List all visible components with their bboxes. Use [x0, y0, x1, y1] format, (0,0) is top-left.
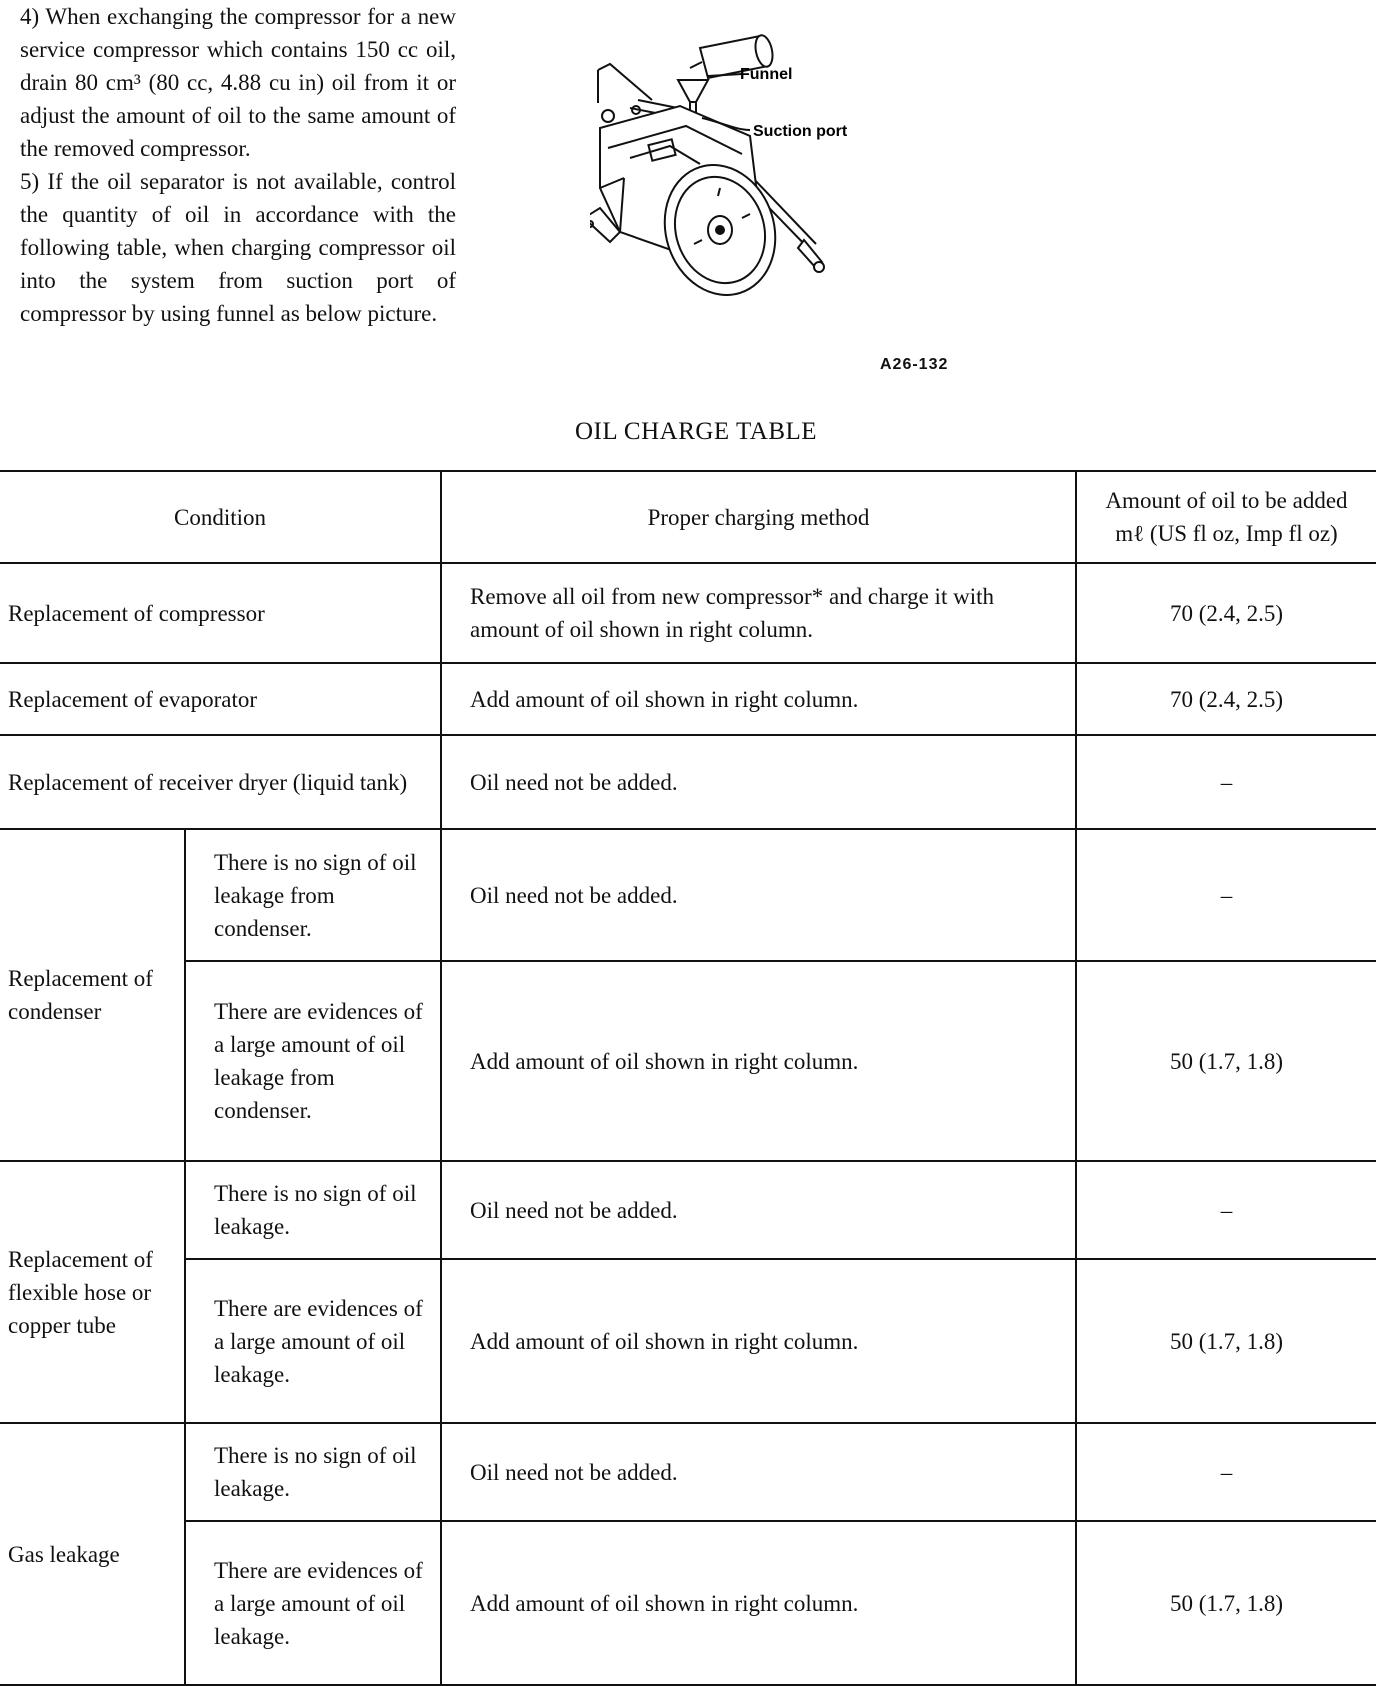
figure-id: A26-132 — [880, 356, 949, 373]
suction-port-label: Suction port — [753, 123, 848, 140]
condition-cell: Gas leakage — [0, 1423, 185, 1685]
method-cell: Remove all oil from new compressor* and charge it with amount of oil shown in right column. — [441, 563, 1076, 663]
amount-cell: – — [1076, 1161, 1376, 1259]
sub-condition-cell: There are evidences of a large amount of oil leakage. — [185, 1259, 441, 1423]
method-cell: Add amount of oil shown in right column. — [441, 1521, 1076, 1685]
condition-cell: Replacement of flexible hose or copper tube — [0, 1161, 185, 1423]
table-row — [0, 1161, 1376, 1259]
header-amount-line1: Amount of oil to be added — [1105, 488, 1348, 513]
table-row — [0, 1423, 1376, 1521]
table-row — [0, 735, 1376, 829]
method-cell: Oil need not be added. — [441, 829, 1076, 961]
header-method: Proper charging method — [441, 471, 1076, 563]
sub-condition-cell: There is no sign of oil leakage. — [185, 1161, 441, 1259]
condition-cell: Replacement of compressor — [0, 563, 441, 663]
amount-cell: 70 (2.4, 2.5) — [1076, 563, 1376, 663]
sub-condition-cell: There are evidences of a large amount of oil leakage from condenser. — [185, 961, 441, 1161]
amount-cell: 70 (2.4, 2.5) — [1076, 663, 1376, 735]
amount-cell: – — [1076, 735, 1376, 829]
step-5-paragraph: 5) If the oil separator is not available, control the quantity of oil in accordance with the following table, when charging compressor oil into the system from suction port of compressor by using funnel as below picture. — [20, 169, 456, 326]
intro-text — [20, 0, 456, 330]
table-row — [0, 961, 1376, 1161]
step-4-paragraph: 4) When exchanging the compressor for a new service compressor which contains 150 cc oil, drain 80 cm³ (80 cc, 4.88 cu in) oil from it or adjust the amount of oil to the same amount of the removed compressor. — [20, 4, 456, 161]
table-row — [0, 1259, 1376, 1423]
method-cell: Add amount of oil shown in right column. — [441, 961, 1076, 1161]
header-amount — [1076, 471, 1376, 563]
table-header-row — [0, 471, 1376, 563]
method-cell: Oil need not be added. — [441, 1423, 1076, 1521]
condition-cell: Replacement of condenser — [0, 829, 185, 1161]
table-row — [0, 563, 1376, 663]
amount-cell: 50 (1.7, 1.8) — [1076, 1259, 1376, 1423]
method-cell: Oil need not be added. — [441, 1161, 1076, 1259]
header-condition: Condition — [0, 471, 441, 563]
amount-cell: 50 (1.7, 1.8) — [1076, 1521, 1376, 1685]
amount-cell: – — [1076, 1423, 1376, 1521]
method-cell: Add amount of oil shown in right column. — [441, 663, 1076, 735]
condition-cell: Replacement of receiver dryer (liquid tank) — [0, 735, 441, 829]
amount-cell: 50 (1.7, 1.8) — [1076, 961, 1376, 1161]
method-cell: Add amount of oil shown in right column. — [441, 1259, 1076, 1423]
oil-charge-table — [0, 470, 1376, 1686]
funnel-label: Funnel — [740, 66, 793, 83]
compressor-drawing — [590, 18, 970, 318]
sub-condition-cell: There are evidences of a large amount of oil leakage. — [185, 1521, 441, 1685]
table-row — [0, 829, 1376, 961]
table-row — [0, 1521, 1376, 1685]
amount-cell: – — [1076, 829, 1376, 961]
table-row — [0, 663, 1376, 735]
compressor-funnel-illustration — [590, 18, 970, 318]
method-cell: Oil need not be added. — [441, 735, 1076, 829]
header-amount-line2: mℓ (US fl oz, Imp fl oz) — [1115, 521, 1338, 546]
table-title: OIL CHARGE TABLE — [574, 418, 818, 445]
sub-condition-cell: There is no sign of oil leakage. — [185, 1423, 441, 1521]
sub-condition-cell: There is no sign of oil leakage from condenser. — [185, 829, 441, 961]
condition-cell: Replacement of evaporator — [0, 663, 441, 735]
